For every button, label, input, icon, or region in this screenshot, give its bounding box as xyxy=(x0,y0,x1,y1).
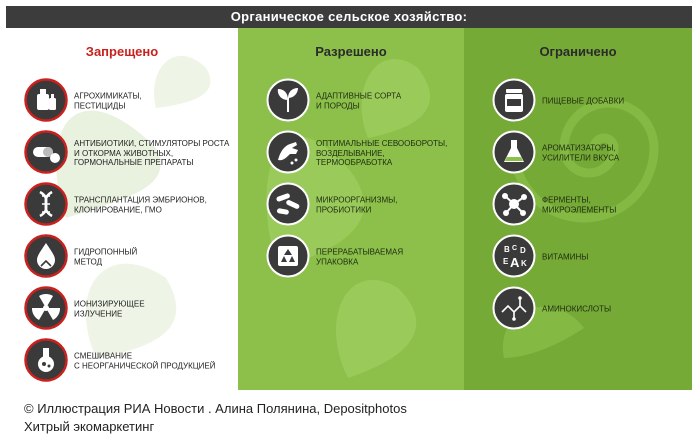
forbidden-item-label: ИОНИЗИРУЮЩЕЕ ИЗЛУЧЕНИЕ xyxy=(74,299,145,318)
limited-item-label: ФЕРМЕНТЫ, МИКРОЭЛЕМЕНТЫ xyxy=(542,195,617,214)
dna-icon xyxy=(24,182,68,226)
limited-item-label: ПИЩЕВЫЕ ДОБАВКИ xyxy=(542,96,625,106)
forbidden-item-label: ТРАНСПЛАНТАЦИЯ ЭМБРИОНОВ, КЛОНИРОВАНИЕ, ГМО xyxy=(74,195,207,214)
vitamin-letter: C xyxy=(512,245,518,252)
allowed-item-label: МИКРООРГАНИЗМЫ, ПРОБИОТИКИ xyxy=(316,195,398,214)
limited-item-label: АРОМАТИЗАТОРЫ, УСИЛИТЕЛИ ВКУСА xyxy=(542,143,620,162)
flask-icon xyxy=(492,130,536,174)
microorganisms-icon xyxy=(266,182,310,226)
image-caption xyxy=(24,400,407,436)
vitamin-letter: D xyxy=(520,246,526,255)
chemicals-bottle-icon xyxy=(24,78,68,122)
vitamin-letter: A xyxy=(510,255,520,270)
vitamin-letter: K xyxy=(521,259,527,268)
radiation-icon xyxy=(24,286,68,330)
caption-site: Хитрый экомаркетинг xyxy=(24,419,155,434)
sprout-icon xyxy=(266,78,310,122)
forbidden-item-label: АГРОХИМИКАТЫ, ПЕСТИЦИДЫ xyxy=(74,91,142,110)
hand-seeds-icon xyxy=(266,130,310,174)
heading-limited: Ограничено xyxy=(539,44,617,59)
column-allowed xyxy=(238,28,464,390)
allowed-item-label: ПЕРЕРАБАТЫВАЕМАЯ УПАКОВКА xyxy=(316,247,404,266)
recycle-icon xyxy=(266,234,310,278)
vitamin-letter: E xyxy=(503,257,509,266)
caption-credit: © Иллюстрация РИА Новости . Алина Полянина, Depositphotos xyxy=(24,401,407,416)
forbidden-item-label: СМЕШИВАНИЕ С НЕОРГАНИЧЕСКОЙ ПРОДУКЦИЕЙ xyxy=(74,351,216,370)
limited-item-label: ВИТАМИНЫ xyxy=(542,252,589,262)
infographic-title: Органическое сельское хозяйство: xyxy=(6,6,692,28)
allowed-item-label: АДАПТИВНЫЕ СОРТА И ПОРОДЫ xyxy=(316,91,402,110)
forbidden-item-label: АНТИБИОТИКИ, СТИМУЛЯТОРЫ РОСТА И ОТКОРМА ЖИВОТНЫХ, ГОРМОНАЛЬНЫЕ ПРЕПАРАТЫ xyxy=(74,138,230,167)
molecule-icon xyxy=(492,182,536,226)
heading-forbidden: Запрещено xyxy=(85,44,159,59)
pills-icon xyxy=(24,130,68,174)
food-jar-icon xyxy=(492,78,536,122)
allowed-item-label: ОПТИМАЛЬНЫЕ СЕВООБОРОТЫ, ВОЗДЕЛЫВАНИЕ, ТЕРМООБРАБОТКА xyxy=(316,138,448,167)
vitamins-letters-icon xyxy=(492,234,536,278)
column-forbidden xyxy=(6,28,238,390)
heading-allowed: Разрешено xyxy=(315,44,387,59)
flask-mixing-icon xyxy=(24,338,68,382)
limited-item-label: АМИНОКИСЛОТЫ xyxy=(542,304,612,314)
vitamin-letter: B xyxy=(504,245,510,254)
water-drop-icon xyxy=(24,234,68,278)
column-limited xyxy=(464,28,692,390)
infographic xyxy=(6,6,692,390)
amino-acid-icon xyxy=(492,286,536,330)
forbidden-item-label: ГИДРОПОННЫЙ МЕТОД xyxy=(74,247,138,266)
